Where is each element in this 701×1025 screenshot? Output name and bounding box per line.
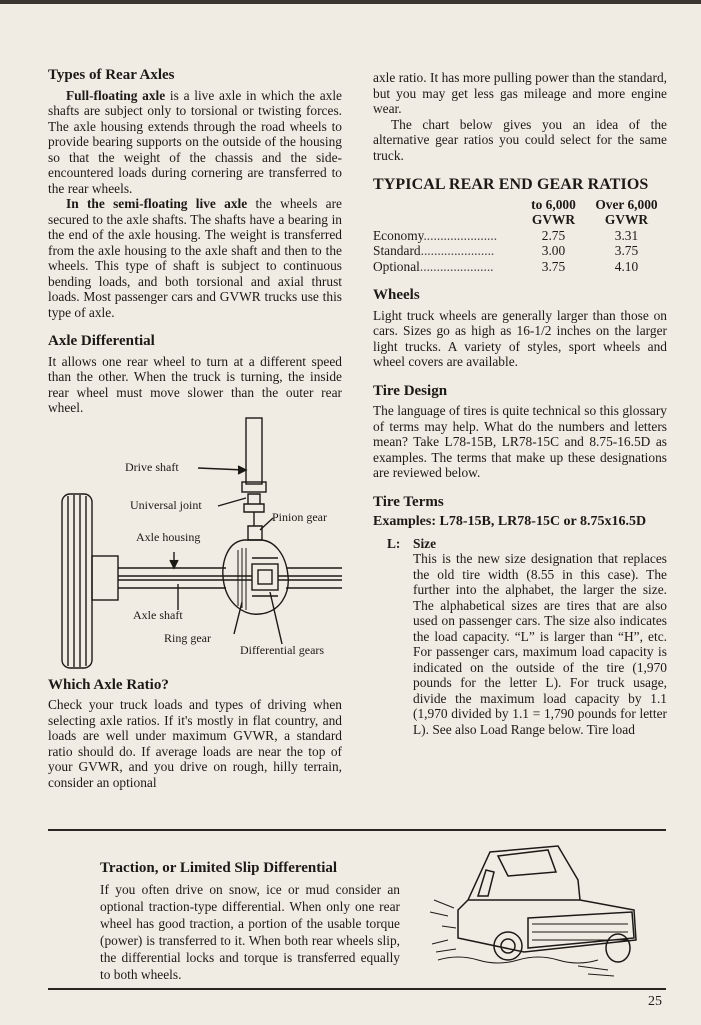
heading-types-of-rear-axles: Types of Rear Axles bbox=[48, 67, 175, 83]
heading-traction: Traction, or Limited Slip Differential bbox=[100, 860, 338, 876]
paragraph-semi-floating bbox=[48, 196, 342, 320]
row-value: 2.75 bbox=[541, 227, 566, 243]
heading-axle-differential: Axle Differential bbox=[48, 333, 155, 349]
row-dots: ...................... bbox=[423, 227, 498, 243]
paragraph-traction: If you often drive on snow, ice or mud consider an optional traction-type differential. When only one rear wheel has good traction, a portion of the usable torque (power) is transferred to it. When both rear wheels slip, the differential locks and torque is transferred equally to both wheels. bbox=[100, 882, 400, 982]
term-size bbox=[373, 536, 667, 738]
label-axle-housing: Axle housing bbox=[136, 529, 201, 544]
drive-shaft-shape bbox=[246, 418, 262, 484]
table-row-optional bbox=[373, 259, 669, 275]
row-value: 3.75 bbox=[614, 243, 639, 258]
left-column bbox=[48, 68, 342, 790]
row-value: 3.75 bbox=[541, 258, 566, 274]
paragraph-which-axle-ratio: Check your truck loads and types of driving when selecting axle ratios. If it's mostly in flat country, and loads are well under maximum GVWR, a standard ratio should do. If average loads are near the top of your GVWR, and you drive on rough, hilly terrain, consider an optional bbox=[48, 697, 342, 790]
term-title: Size bbox=[413, 535, 437, 551]
paragraph-full-floating-text: is a live axle in which the axle shafts are subject only to torsional or twisting forces. The axle housing extends through the road wheels to provide bearing supports on the outside of the housing so that the weight of the chassis and the side-encountered loads during cornering are transferred to the rear wheels. bbox=[48, 87, 343, 196]
paragraph-tire-design: The language of tires is quite technical so this glossary of terms may help. What do the numbers and letters mean? Take L78-15B, LR78-15C and 8.75-16.5D as examples. The terms that make up these designations are reviewed below. bbox=[373, 403, 667, 480]
tire-examples: Examples: L78-15B, LR78-15C or 8.75x16.5D bbox=[373, 514, 647, 529]
divider-lower bbox=[48, 988, 666, 990]
wheel-shape bbox=[62, 494, 92, 668]
col-header-gvwr-1: GVWR bbox=[531, 212, 576, 227]
paragraph-axle-differential: It allows one rear wheel to turn at a different speed than the other. When the truck is turning, the inside rear wheel must move slower than the outer rear wheel. bbox=[48, 353, 342, 415]
col-header-gvwr-2: GVWR bbox=[604, 212, 649, 227]
heading-which-axle-ratio: Which Axle Ratio? bbox=[48, 676, 169, 693]
label-pinion-gear: Pinion gear bbox=[272, 509, 327, 524]
top-edge-line bbox=[0, 0, 701, 4]
row-value: 3.00 bbox=[541, 243, 566, 258]
label-axle-shaft: Axle shaft bbox=[133, 607, 183, 622]
right-column bbox=[373, 70, 667, 737]
label-differential-gears: Differential gears bbox=[240, 642, 325, 657]
row-value: 3.31 bbox=[614, 227, 639, 243]
paragraph-full-floating bbox=[48, 88, 342, 197]
gear-ratio-table bbox=[373, 197, 669, 275]
paragraph-wheels: Light truck wheels are generally larger than those on cars. Sizes go as high as 16-1/2 inches on the larger light trucks. A variety of styles, sport wheels and wheel covers are available. bbox=[373, 307, 667, 369]
heading-tire-terms: Tire Terms bbox=[373, 493, 444, 510]
row-label: Economy bbox=[373, 227, 424, 243]
heading-wheels: Wheels bbox=[373, 287, 420, 303]
traction-box bbox=[100, 860, 400, 983]
axle-differential-diagram bbox=[48, 416, 342, 678]
page-number: 25 bbox=[648, 994, 662, 1009]
paragraph-axle-ratio-cont: axle ratio. It has more pulling power than the standard, but you may get less gas mileage and more engine wear. bbox=[373, 70, 667, 116]
paragraph-chart-intro: The chart below gives you an idea of the alternative gear ratios you could select for the same truck. bbox=[373, 116, 667, 163]
term-semi-floating: In the semi-floating live axle bbox=[66, 196, 248, 211]
table-row-economy bbox=[373, 228, 669, 244]
table-row-standard bbox=[373, 243, 669, 259]
row-label: Standard bbox=[373, 243, 421, 258]
pickup-truck-illustration bbox=[428, 840, 648, 985]
label-ring-gear: Ring gear bbox=[164, 630, 211, 645]
col-header-under-6000: to 6,000 bbox=[531, 196, 576, 212]
paragraph-size: This is the new size designation that replaces the old tire width (8.55 in this case). The further into the alphabet, the larger the size. The alphabetical sizes are tires that are also used on passenger cars. The size also indicates the load capacity. “L” is larger than “H”, etc. For passenger cars, maximum load capacity is indicated on the outside of the tire (1,970 pounds for the letter L). For truck usage, divide the maximum load capacity by 1.1 (1,970 divided by 1.1 = 1,790 pounds for letter L). See also Load Range below. Tire load bbox=[413, 551, 667, 737]
row-dots: ...................... bbox=[419, 258, 494, 274]
heading-gear-ratios: TYPICAL REAR END GEAR RATIOS bbox=[373, 176, 649, 193]
term-full-floating: Full-floating axle bbox=[66, 87, 166, 103]
row-value: 4.10 bbox=[614, 258, 639, 274]
row-dots: ...................... bbox=[420, 243, 495, 258]
row-label: Optional bbox=[373, 258, 420, 274]
term-key: L: bbox=[387, 535, 401, 551]
heading-tire-design: Tire Design bbox=[373, 382, 448, 399]
label-universal-joint: Universal joint bbox=[130, 497, 202, 512]
label-drive-shaft: Drive shaft bbox=[125, 459, 179, 474]
divider-upper bbox=[48, 829, 666, 831]
paragraph-semi-floating-text: the wheels are secured to the axle shafts. The shafts have a bearing in the end of the axle housing. The weight is transferred from the axle housing to the axle shaft and then to the wheels. This type of shaft is subject to continuous bending loads, and both torsional and axial thrust loads. Most passenger cars and GVWR trucks use this type of axle. bbox=[48, 196, 342, 320]
col-header-over-6000: Over 6,000 bbox=[595, 196, 658, 212]
